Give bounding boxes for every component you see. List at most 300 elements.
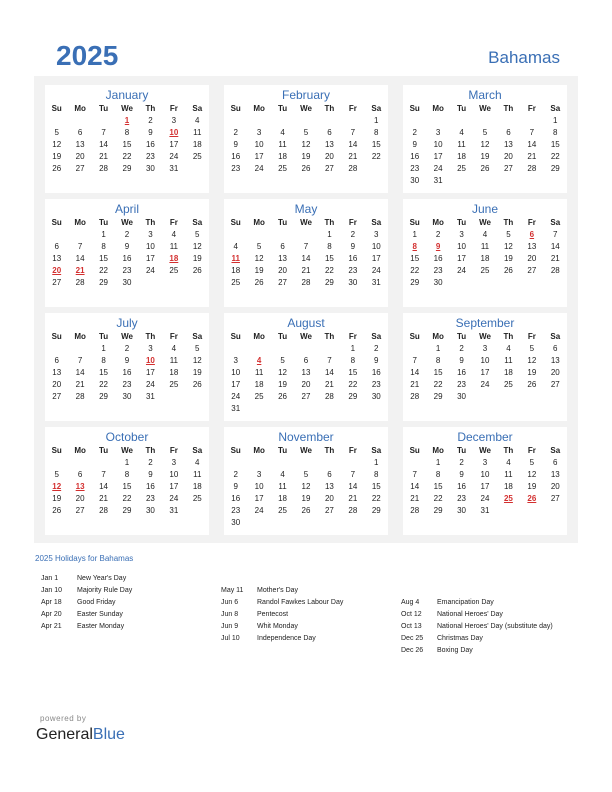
day-cell: 9 — [124, 356, 130, 365]
holiday-day-cell: 4 — [256, 356, 262, 365]
day-cell: 26 — [192, 380, 202, 389]
day-cell: 20 — [301, 380, 311, 389]
empty-day-cell — [520, 175, 543, 187]
day-cell: 4 — [280, 128, 285, 137]
day-cell: 16 — [410, 152, 420, 161]
day-cell: 2 — [233, 128, 238, 137]
weekday-label: We — [479, 446, 491, 455]
day-cell: 20 — [52, 380, 62, 389]
holiday-list-item — [401, 609, 553, 621]
day-cell: 1 — [101, 344, 106, 353]
day-cell: 3 — [233, 356, 238, 365]
holiday-list-item — [221, 609, 343, 621]
weekday-label: Mo — [74, 446, 86, 455]
day-cell: 8 — [327, 242, 332, 251]
day-cell: 9 — [233, 140, 238, 149]
holiday-list-item — [41, 609, 132, 621]
day-cell: 26 — [301, 164, 311, 173]
day-cell: 7 — [350, 470, 356, 479]
day-cell: 18 — [503, 482, 513, 491]
empty-day-cell — [341, 517, 364, 529]
day-cell: 4 — [171, 230, 177, 239]
week-row — [224, 457, 388, 469]
empty-day-cell — [520, 115, 543, 127]
day-cell: 22 — [410, 266, 420, 275]
month-february — [224, 85, 388, 193]
weekday-label: Sa — [550, 104, 561, 113]
holiday-name: Boxing Day — [437, 647, 473, 654]
day-cell: 16 — [457, 482, 467, 491]
weekday-label: Th — [503, 332, 514, 341]
empty-day-cell — [318, 403, 341, 415]
day-cell: 6 — [553, 458, 558, 467]
brand-general: General — [36, 726, 93, 743]
empty-day-cell — [294, 457, 317, 469]
day-cell: 19 — [192, 368, 202, 377]
day-cell: 17 — [145, 254, 155, 263]
empty-day-cell — [294, 115, 317, 127]
empty-day-cell — [365, 517, 388, 529]
day-cell: 3 — [482, 458, 488, 467]
weekday-label: We — [479, 332, 491, 341]
weekday-label: Su — [51, 332, 62, 341]
day-cell: 6 — [54, 242, 59, 251]
day-cell: 12 — [480, 140, 490, 149]
day-cell: 5 — [280, 356, 285, 365]
week-row — [45, 127, 209, 139]
empty-day-cell — [68, 457, 91, 469]
weekday-label: Fr — [348, 446, 357, 455]
day-cell: 7 — [101, 128, 106, 137]
empty-day-cell — [473, 391, 496, 403]
day-cell: 24 — [371, 266, 381, 275]
day-cell: 2 — [435, 230, 441, 239]
day-cell: 15 — [433, 482, 443, 491]
empty-day-cell — [68, 229, 91, 241]
day-cell: 18 — [278, 152, 288, 161]
day-cell: 15 — [371, 482, 381, 491]
day-cell: 17 — [169, 482, 179, 491]
day-cell: 8 — [435, 356, 441, 365]
day-cell: 26 — [301, 506, 311, 515]
day-cell: 2 — [459, 344, 464, 353]
day-cell: 26 — [192, 266, 202, 275]
weekday-label: Su — [409, 446, 420, 455]
day-cell: 8 — [435, 470, 441, 479]
weekday-header — [45, 445, 209, 457]
weekday-label: Th — [503, 218, 514, 227]
day-cell: 9 — [374, 356, 379, 365]
day-cell: 3 — [459, 230, 464, 239]
day-cell: 9 — [412, 140, 417, 149]
day-cell: 26 — [503, 266, 513, 275]
day-cell: 11 — [480, 242, 490, 251]
weekday-label: Su — [51, 446, 62, 455]
day-cell: 16 — [145, 140, 155, 149]
month-name: September — [455, 316, 515, 330]
weekday-header — [224, 445, 388, 457]
day-cell: 1 — [374, 116, 379, 125]
week-row — [403, 265, 567, 277]
day-cell: 19 — [527, 368, 537, 377]
weekday-label: Th — [503, 104, 514, 113]
week-row — [224, 469, 388, 481]
weekday-label: Tu — [98, 332, 109, 341]
empty-day-cell — [318, 517, 341, 529]
day-cell: 28 — [348, 164, 358, 173]
week-row — [403, 115, 567, 127]
day-cell: 16 — [122, 368, 132, 377]
day-cell: 22 — [433, 380, 443, 389]
day-cell: 9 — [148, 128, 153, 137]
day-cell: 17 — [254, 152, 264, 161]
empty-day-cell — [247, 229, 270, 241]
month-name: July — [116, 316, 138, 330]
week-row — [224, 493, 388, 505]
week-row — [224, 379, 388, 391]
day-cell: 5 — [195, 230, 200, 239]
day-cell: 30 — [457, 506, 467, 515]
holiday-date: Oct 12 — [401, 611, 422, 618]
day-cell: 30 — [371, 392, 381, 401]
day-cell: 3 — [256, 470, 262, 479]
day-cell: 12 — [254, 254, 264, 263]
day-cell: 24 — [145, 380, 155, 389]
day-cell: 14 — [348, 482, 358, 491]
week-row — [224, 241, 388, 253]
day-cell: 7 — [303, 242, 309, 251]
holiday-date: Apr 21 — [41, 623, 62, 630]
day-cell: 6 — [327, 470, 332, 479]
holiday-date: May 11 — [221, 587, 244, 594]
day-cell: 3 — [171, 458, 177, 467]
day-cell: 31 — [480, 506, 490, 515]
day-cell: 15 — [324, 254, 334, 263]
holiday-day-cell: 8 — [412, 242, 417, 251]
day-cell: 1 — [435, 344, 441, 353]
empty-day-cell — [271, 115, 294, 127]
empty-day-cell — [45, 115, 68, 127]
day-cell: 7 — [412, 356, 417, 365]
day-cell: 14 — [301, 254, 311, 263]
day-cell: 3 — [256, 128, 262, 137]
holiday-list-item — [41, 585, 132, 597]
day-cell: 26 — [52, 164, 62, 173]
empty-day-cell — [186, 505, 209, 517]
empty-day-cell — [45, 343, 68, 355]
holiday-day-cell: 21 — [75, 266, 85, 275]
day-cell: 23 — [457, 494, 467, 503]
holiday-date: Jun 8 — [221, 611, 239, 618]
day-cell: 28 — [550, 266, 560, 275]
day-cell: 14 — [410, 482, 420, 491]
day-cell: 15 — [122, 140, 132, 149]
weekday-label: Fr — [169, 104, 178, 113]
month-november — [224, 427, 388, 535]
day-cell: 29 — [433, 506, 443, 515]
day-cell: 27 — [324, 164, 334, 173]
month-name: May — [294, 202, 318, 216]
weekday-label: We — [121, 218, 133, 227]
empty-day-cell — [473, 175, 496, 187]
day-cell: 14 — [550, 242, 560, 251]
week-row — [45, 265, 209, 277]
holiday-list-column-2 — [221, 585, 343, 645]
week-row — [45, 379, 209, 391]
day-cell: 5 — [54, 470, 59, 479]
empty-day-cell — [294, 343, 317, 355]
weekday-label: Th — [145, 446, 156, 455]
day-cell: 5 — [506, 230, 511, 239]
day-cell: 8 — [124, 470, 130, 479]
day-cell: 11 — [504, 470, 513, 479]
holiday-day-cell: 20 — [52, 266, 62, 275]
day-cell: 14 — [410, 368, 420, 377]
holiday-date: Apr 20 — [41, 611, 62, 618]
day-cell: 4 — [195, 458, 200, 467]
weekday-label: Sa — [371, 104, 382, 113]
day-cell: 1 — [553, 116, 558, 125]
day-cell: 6 — [54, 356, 59, 365]
month-may — [224, 199, 388, 307]
day-cell: 24 — [254, 164, 264, 173]
weekday-label: We — [479, 218, 491, 227]
day-cell: 19 — [254, 266, 264, 275]
day-cell: 28 — [324, 392, 334, 401]
day-cell: 21 — [527, 152, 537, 161]
day-cell: 23 — [457, 380, 467, 389]
day-cell: 9 — [459, 356, 464, 365]
week-row — [224, 391, 388, 403]
weekday-label: Mo — [432, 104, 444, 113]
day-cell: 14 — [75, 368, 85, 377]
day-cell: 19 — [278, 380, 288, 389]
empty-day-cell — [294, 517, 317, 529]
holiday-name: Whit Monday — [257, 623, 298, 630]
day-cell: 28 — [410, 506, 420, 515]
day-cell: 22 — [348, 380, 358, 389]
week-row — [403, 241, 567, 253]
holiday-day-cell: 9 — [435, 242, 441, 251]
day-cell: 23 — [371, 380, 381, 389]
month-january — [45, 85, 209, 193]
brand-blue: Blue — [92, 726, 125, 743]
empty-day-cell — [139, 277, 162, 289]
day-cell: 29 — [99, 392, 109, 401]
day-cell: 21 — [410, 494, 420, 503]
day-cell: 24 — [169, 494, 179, 503]
day-cell: 22 — [122, 494, 132, 503]
holidays-title: 2025 Holidays for Bahamas — [35, 554, 134, 563]
empty-day-cell — [224, 457, 247, 469]
holiday-date: Dec 25 — [401, 635, 424, 642]
day-cell: 19 — [52, 152, 62, 161]
day-cell: 15 — [348, 368, 358, 377]
day-cell: 10 — [480, 470, 490, 479]
holiday-name: Emancipation Day — [437, 599, 494, 606]
day-cell: 27 — [550, 494, 560, 503]
empty-day-cell — [68, 343, 91, 355]
holiday-day-cell: 13 — [75, 482, 85, 491]
day-cell: 28 — [99, 506, 109, 515]
weekday-label: Su — [409, 218, 420, 227]
weekday-header — [224, 331, 388, 343]
day-cell: 21 — [410, 380, 420, 389]
holiday-list-column-3 — [401, 597, 553, 657]
weekday-label: Tu — [456, 446, 467, 455]
weekday-header — [403, 445, 567, 457]
month-name: August — [287, 316, 325, 330]
day-cell: 29 — [122, 164, 132, 173]
day-cell: 3 — [435, 128, 441, 137]
empty-day-cell — [473, 115, 496, 127]
day-cell: 16 — [231, 152, 241, 161]
empty-day-cell — [271, 229, 294, 241]
day-cell: 29 — [324, 278, 334, 287]
day-cell: 7 — [529, 128, 535, 137]
week-row — [224, 505, 388, 517]
empty-day-cell — [45, 457, 68, 469]
weekday-label: Mo — [253, 332, 265, 341]
day-cell: 13 — [324, 482, 334, 491]
day-cell: 28 — [99, 164, 109, 173]
day-cell: 6 — [77, 470, 83, 479]
holiday-name: Mother's Day — [257, 587, 299, 594]
week-row — [45, 493, 209, 505]
weekday-label: Tu — [456, 218, 467, 227]
empty-day-cell — [318, 457, 341, 469]
generalblue-logo[interactable] — [36, 726, 125, 744]
holiday-day-cell: 12 — [52, 482, 62, 491]
empty-day-cell — [497, 277, 520, 289]
holiday-day-cell: 1 — [124, 116, 130, 125]
day-cell: 23 — [348, 266, 358, 275]
day-cell: 28 — [301, 278, 311, 287]
day-cell: 11 — [504, 356, 513, 365]
day-cell: 14 — [348, 140, 358, 149]
weekday-label: Th — [324, 446, 335, 455]
day-cell: 4 — [482, 230, 488, 239]
day-cell: 15 — [550, 140, 560, 149]
week-row — [224, 253, 388, 265]
day-cell: 26 — [254, 278, 264, 287]
day-cell: 21 — [550, 254, 560, 263]
holiday-name: Randol Fawkes Labour Day — [257, 599, 344, 606]
day-cell: 28 — [75, 392, 85, 401]
day-cell: 1 — [374, 458, 379, 467]
day-cell: 18 — [192, 140, 202, 149]
weekday-label: Mo — [432, 218, 444, 227]
week-row — [403, 127, 567, 139]
week-row — [403, 493, 567, 505]
day-cell: 24 — [145, 266, 155, 275]
weekday-label: Mo — [432, 332, 444, 341]
week-row — [45, 253, 209, 265]
holiday-list-item — [221, 633, 343, 645]
week-row — [224, 355, 388, 367]
holiday-list-item — [41, 621, 132, 633]
weekday-label: We — [300, 332, 312, 341]
weekday-label: We — [300, 104, 312, 113]
week-row — [45, 151, 209, 163]
day-cell: 29 — [410, 278, 420, 287]
day-cell: 23 — [433, 266, 443, 275]
empty-day-cell — [271, 403, 294, 415]
month-april — [45, 199, 209, 307]
holiday-day-cell: 6 — [529, 230, 535, 239]
day-cell: 4 — [506, 458, 511, 467]
empty-day-cell — [473, 277, 496, 289]
weekday-label: Sa — [371, 446, 382, 455]
week-row — [45, 355, 209, 367]
day-cell: 3 — [148, 344, 153, 353]
day-cell: 24 — [480, 380, 490, 389]
holiday-date: Oct 13 — [401, 623, 422, 630]
week-row — [403, 139, 567, 151]
weekday-label: Su — [409, 104, 420, 113]
day-cell: 31 — [371, 278, 381, 287]
empty-day-cell — [318, 115, 341, 127]
weekday-header — [403, 103, 567, 115]
day-cell: 15 — [433, 368, 443, 377]
day-cell: 1 — [124, 458, 130, 467]
day-cell: 5 — [256, 242, 262, 251]
day-cell: 15 — [99, 254, 109, 263]
month-name: June — [471, 202, 499, 216]
empty-day-cell — [294, 229, 317, 241]
weekday-label: We — [300, 218, 312, 227]
day-cell: 29 — [550, 164, 560, 173]
month-june — [403, 199, 567, 307]
day-cell: 12 — [278, 368, 288, 377]
month-july — [45, 313, 209, 421]
day-cell: 23 — [231, 164, 241, 173]
day-cell: 25 — [254, 392, 264, 401]
empty-day-cell — [271, 517, 294, 529]
day-cell: 27 — [52, 278, 62, 287]
day-cell: 30 — [122, 278, 132, 287]
holiday-list-column-1 — [41, 573, 132, 633]
weekday-label: Mo — [74, 104, 86, 113]
day-cell: 25 — [278, 164, 288, 173]
day-cell: 13 — [52, 254, 62, 263]
day-cell: 12 — [301, 482, 311, 491]
day-cell: 16 — [145, 482, 155, 491]
day-cell: 31 — [145, 392, 155, 401]
day-cell: 13 — [278, 254, 288, 263]
weekday-label: Fr — [348, 218, 357, 227]
weekday-label: Su — [230, 218, 241, 227]
day-cell: 24 — [480, 494, 490, 503]
day-cell: 31 — [169, 506, 179, 515]
weekday-label: Sa — [550, 218, 561, 227]
day-cell: 23 — [145, 494, 155, 503]
week-row — [403, 277, 567, 289]
day-cell: 5 — [529, 344, 535, 353]
day-cell: 25 — [192, 494, 202, 503]
weekday-label: We — [300, 446, 312, 455]
empty-day-cell — [271, 457, 294, 469]
day-cell: 7 — [77, 242, 83, 251]
week-row — [224, 127, 388, 139]
empty-day-cell — [450, 115, 473, 127]
day-cell: 17 — [480, 368, 490, 377]
empty-day-cell — [497, 505, 520, 517]
day-cell: 16 — [457, 368, 467, 377]
day-cell: 20 — [75, 152, 85, 161]
holiday-day-cell: 10 — [169, 128, 179, 137]
day-cell: 2 — [124, 230, 130, 239]
